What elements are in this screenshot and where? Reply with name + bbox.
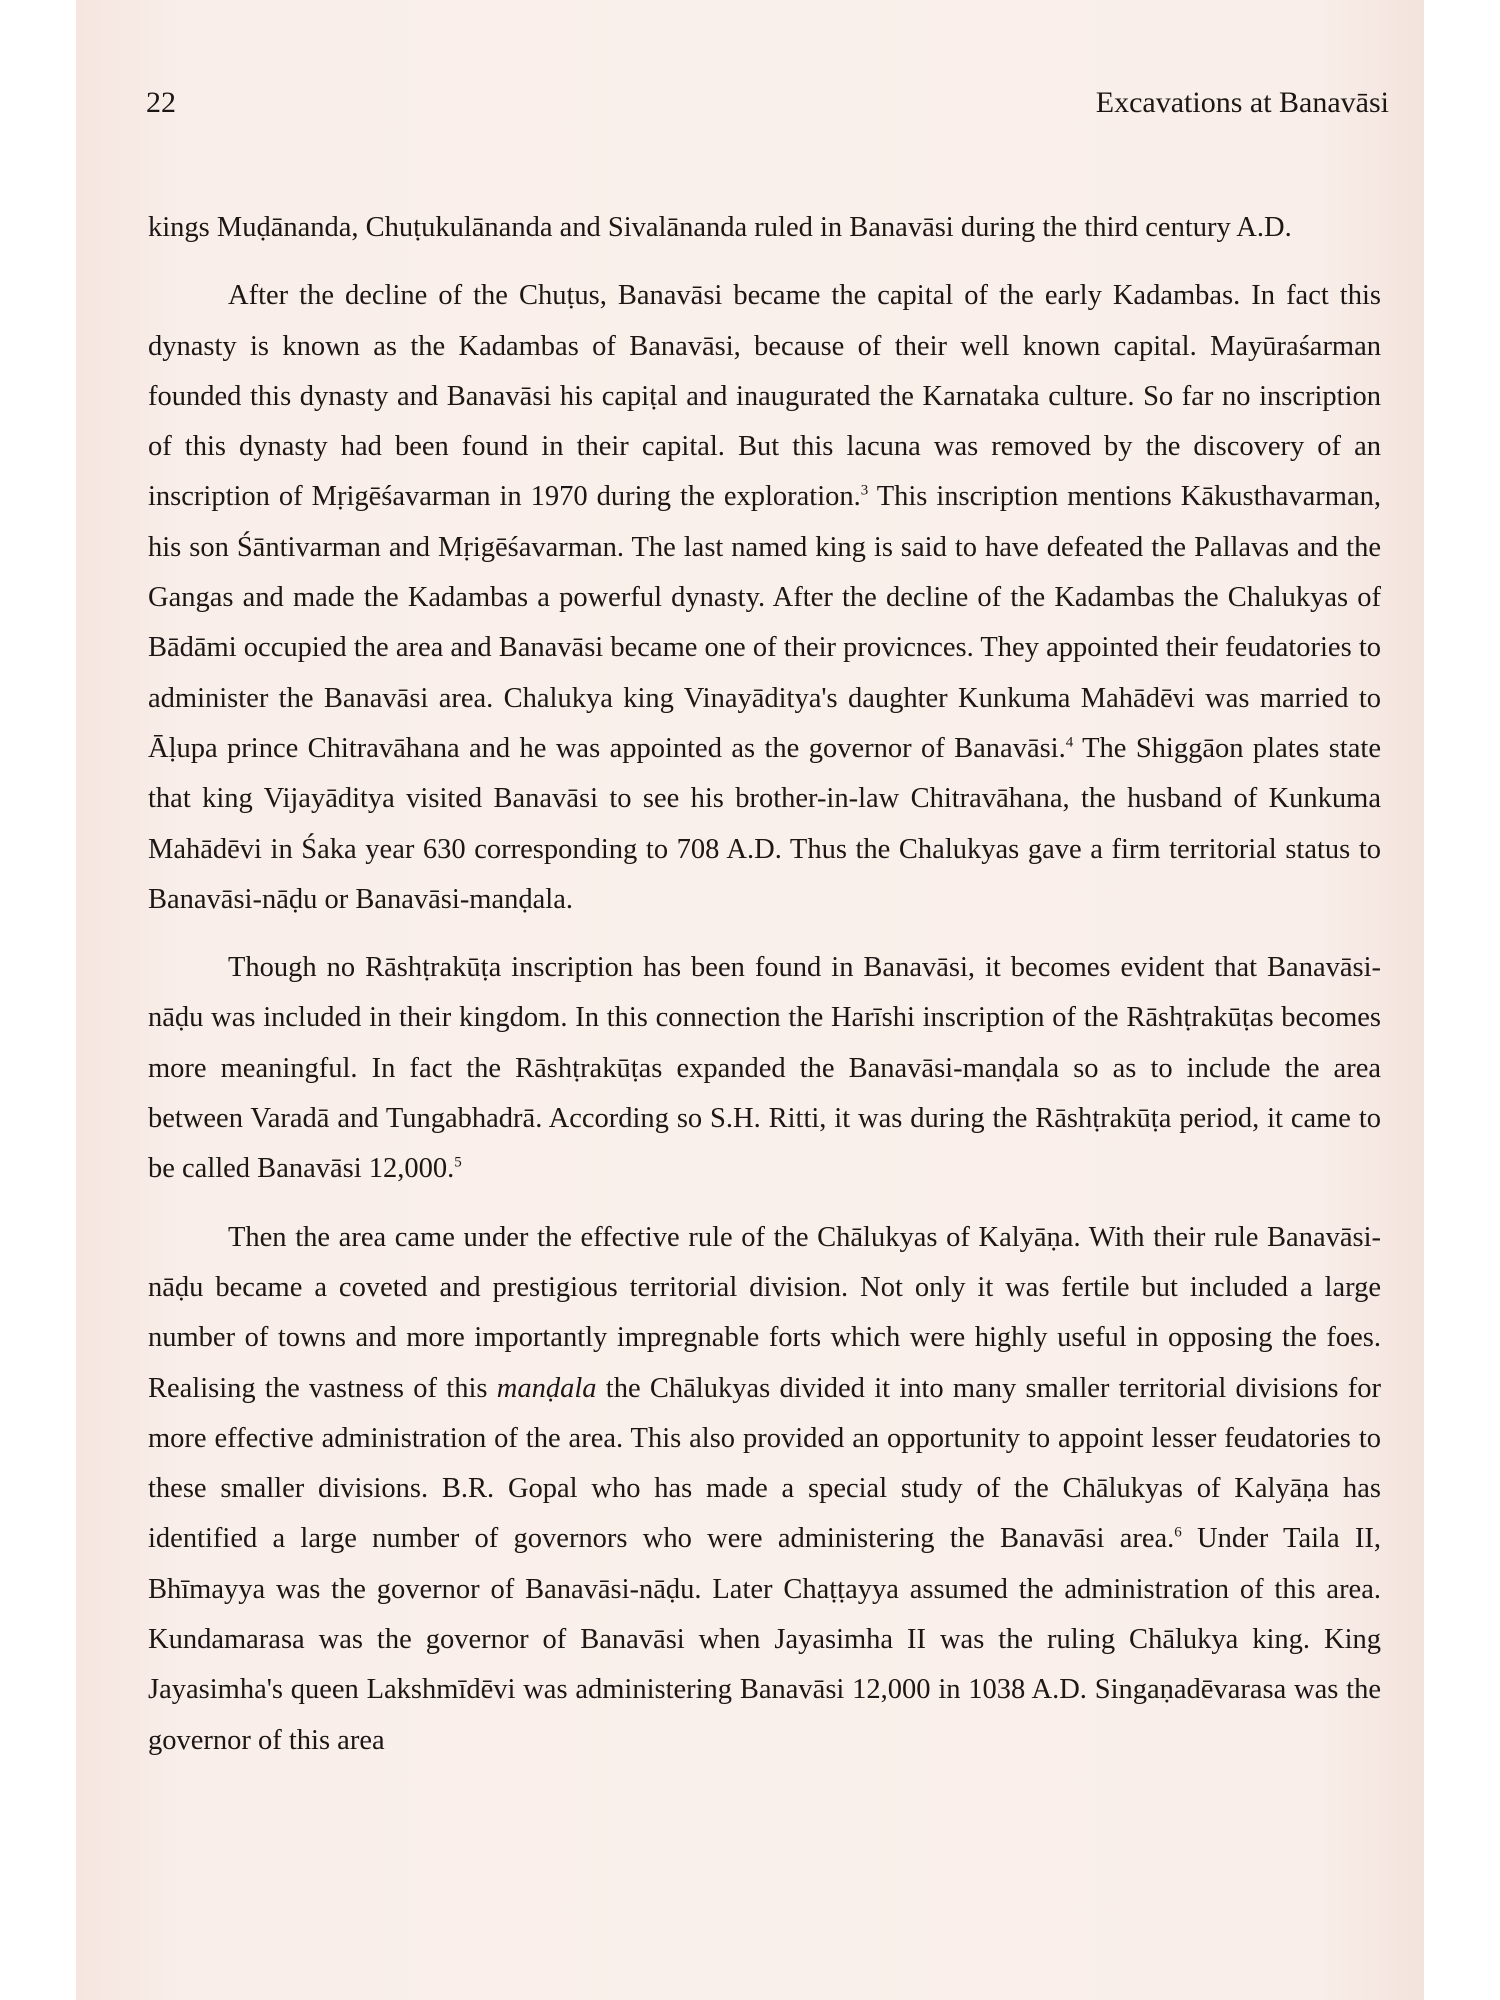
text-run: kings Muḍānanda, Chuṭukulānanda and Sivalānanda ruled in Banavāsi during the third century A.D. (148, 212, 1292, 243)
text-run: After the decline of the Chuṭus, Banavāsi became the capital of the early Kadambas. In fact this dynasty is known as the Kadambas of Banavāsi, because of their well known capital. Mayūraśarman founded this dynasty and Banavāsi his capiṭal and inaugurated the Karnataka culture. So far no inscription of this dynasty had been found in their capital. But this lacuna was removed by the discovery of an inscription of Mṛigēśavarman in 1970 during the exploration. (148, 280, 1381, 513)
body-text (148, 203, 1381, 1766)
text-run: the Chālukyas divided it into many smaller territorial divisions for more effective administration of the area. This also provided an opportunity to appoint lesser feudatories to these smaller divisions. B.R. Gopal who has made a special study of the Chālukyas of Kalyāṇa has identified a large number of governors who were administering the Banavāsi area. (148, 1372, 1381, 1555)
page-header (146, 86, 1389, 126)
footnote-ref-6: 6 (1174, 1524, 1182, 1541)
paragraph-3 (148, 943, 1381, 1194)
running-title: Excavations at Banavāsi (1095, 86, 1389, 119)
paragraph-1 (148, 203, 1381, 253)
text-run: Under Taila II, Bhīmayya was the governor of Banavāsi-nāḍu. Later Chaṭṭayya assumed the administration of this area. Kundamarasa was the governor of Banavāsi when Jayasimha II was the ruling Chālukya king. King Jayasimha's queen Lakshmīdēvi was administering Banavāsi 12,000 in 1038 A.D. Singaṇadēvarasa was the governor of this area (148, 1523, 1381, 1756)
paragraph-2 (148, 271, 1381, 925)
footnote-ref-5: 5 (454, 1154, 462, 1171)
text-run: The Shiggāon plates state that king Vijayāditya visited Banavāsi to see his brother-in-law Chitravāhana, the husband of Kunkuma Mahādēvi in Śaka year 630 corresponding to 708 A.D. Thus the Chalukyas gave a firm territorial status to Banavāsi-nāḍu or Banavāsi-manḍala. (148, 732, 1381, 915)
paragraph-4 (148, 1213, 1381, 1766)
text-run: Though no Rāshṭrakūṭa inscription has been found in Banavāsi, it becomes evident that Banavāsi-nāḍu was included in their kingdom. In this connection the Harīshi inscription of the Rāshṭrakūṭas becomes more meaningful. In fact the Rāshṭrakūṭas expanded the Banavāsi-manḍala so as to include the area between Varadā and Tungabhadrā. According so S.H. Ritti, it was during the Rāshṭrakūṭa period, it came to be called Banavāsi 12,000. (148, 952, 1381, 1185)
italic-term: manḍala (496, 1372, 597, 1404)
text-run: Then the area came under the effective rule of the Chālukyas of Kalyāṇa. With their rule Banavāsi-nāḍu became a coveted and prestigious territorial division. Not only it was fertile but included a large number of towns and more importantly impregnable forts which were highly useful in opposing the foes. Realising the vastness of this (148, 1221, 1381, 1404)
footnote-ref-3: 3 (860, 482, 869, 499)
text-run: This inscription mentions Kākusthavarman, his son Śāntivarman and Mṛigēśavarman. The last named king is said to have defeated the Pallavas and the Gangas and made the Kadambas a powerful dynasty. After the decline of the Kadambas the Chalukyas of Bādāmi occupied the area and Banavāsi became one of their provicnces. They appointed their feudatories to administer the Banavāsi area. Chalukya king Vinayāditya's daughter Kunkuma Mahādēvi was married to Āḷupa prince Chitravāhana and he was appointed as the governor of Banavāsi. (148, 481, 1381, 764)
footnote-ref-4: 4 (1065, 734, 1074, 751)
page-number: 22 (146, 86, 176, 119)
